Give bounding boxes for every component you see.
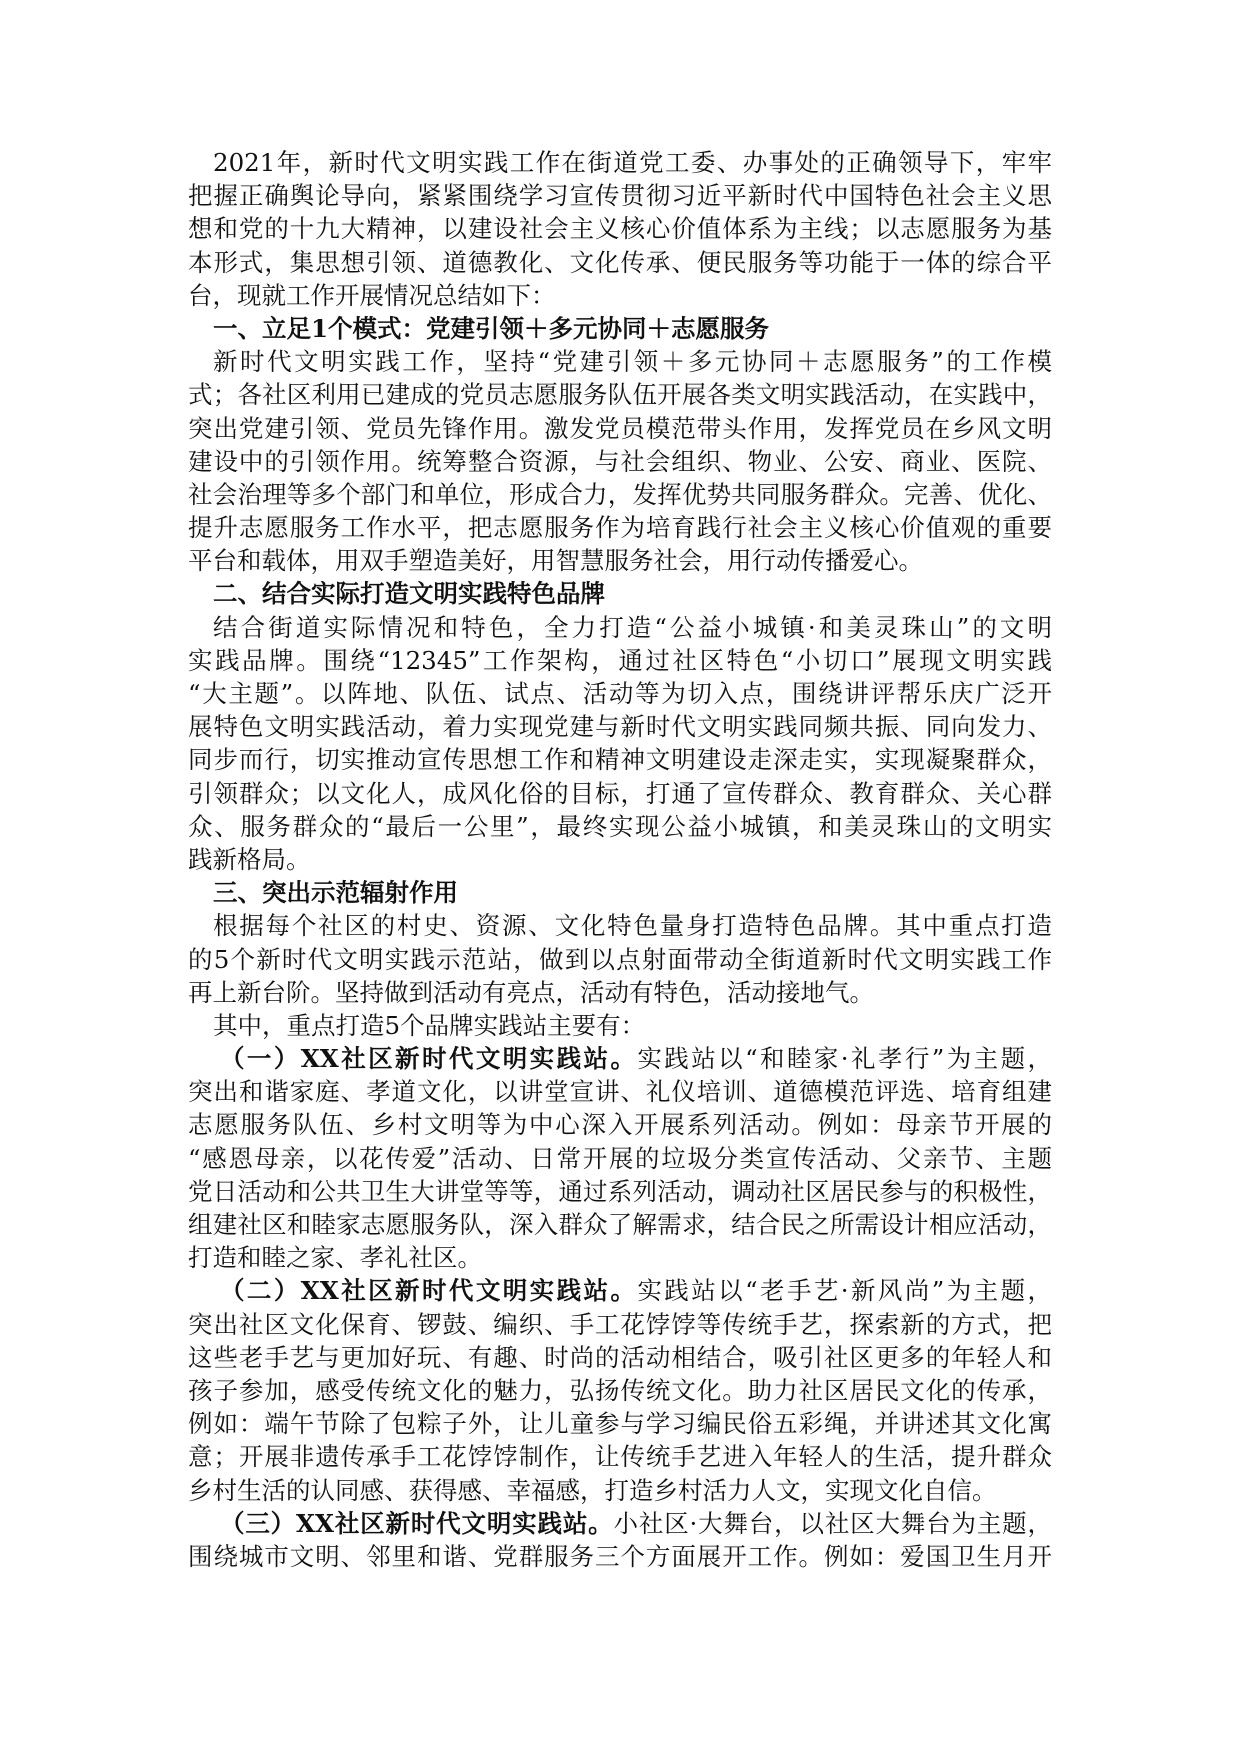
text-line <box>188 1241 1052 1274</box>
text-line <box>188 1374 1052 1407</box>
text-line <box>188 511 1052 544</box>
text-line <box>188 1208 1052 1241</box>
line-text: 突出和谐家庭、孝道文化，以讲堂宣讲、礼仪培训、道德模范评选、培育组建 <box>188 1077 1052 1107</box>
text-line <box>188 312 1052 345</box>
line-text: 引领群众；以文化人，成风化俗的目标，打通了宣传群众、教育群众、关心群 <box>188 778 1052 808</box>
text-line <box>188 1474 1052 1507</box>
text-line <box>188 1075 1052 1108</box>
text-line <box>188 1341 1052 1374</box>
text-line <box>188 976 1052 1009</box>
text-line <box>188 246 1052 279</box>
section-heading <box>188 876 1052 909</box>
line-text: 结合街道实际情况和特色，全力打造“公益小城镇·和美灵珠山”的文明 <box>213 612 1052 642</box>
line-text: 实践站以“老手艺·新风尚”为主题， <box>637 1276 1052 1306</box>
line-text: 孩子参加，感受传统文化的魅力，弘扬传统文化。助力社区居民文化的传承， <box>188 1375 1052 1405</box>
body-paragraph <box>188 1009 1052 1042</box>
text-line <box>188 1507 1052 1540</box>
document-page <box>188 146 1052 1573</box>
text-line <box>188 909 1052 942</box>
text-line <box>188 1142 1052 1175</box>
line-text: 根据每个社区的村史、资源、文化特色量身打造特色品牌。其中重点打造 <box>213 911 1052 941</box>
line-text: 想和党的十九大精神，以建设社会主义核心价值体系为主线；以志愿服务为基 <box>188 214 1052 244</box>
text-line <box>188 1009 1052 1042</box>
line-text: 践新格局。 <box>188 844 311 874</box>
text-line <box>188 611 1052 644</box>
station-title: （三）XX社区新时代文明实践站。 <box>220 1508 614 1538</box>
text-line <box>188 478 1052 511</box>
line-text: 的5个新时代文明实践示范站，做到以点射面带动全街道新时代文明实践工作 <box>188 944 1052 974</box>
text-line <box>188 1108 1052 1141</box>
text-line <box>188 544 1052 577</box>
line-text: 实践站以“和睦家·礼孝行”为主题， <box>637 1044 1052 1074</box>
line-text: 展特色文明实践活动，着力实现党建与新时代文明实践同频共振、同向发力、 <box>188 712 1052 742</box>
station-title: （二）XX社区新时代文明实践站。 <box>220 1276 638 1306</box>
line-text: 众、服务群众的“最后一公里”，最终实现公益小城镇，和美灵珠山的文明实 <box>188 811 1052 841</box>
line-text: 围绕城市文明、邻里和谐、党群服务三个方面展开工作。例如：爱国卫生月开 <box>188 1541 1052 1571</box>
text-line <box>188 943 1052 976</box>
line-text: 平台和载体，用双手塑造美好，用智慧服务社会，用行动传播爱心。 <box>188 546 923 576</box>
line-text: 其中，重点打造5个品牌实践站主要有： <box>213 1010 646 1040</box>
text-line <box>188 445 1052 478</box>
text-line <box>188 412 1052 445</box>
line-text: 党日活动和公共卫生大讲堂等等，通过系列活动，调动社区居民参与的积极性， <box>188 1176 1052 1206</box>
line-text: 提升志愿服务工作水平，把志愿服务作为培育践行社会主义核心价值观的重要 <box>188 513 1052 543</box>
text-line <box>188 644 1052 677</box>
heading-text: 三、突出示范辐射作用 <box>213 878 458 908</box>
line-text: 台，现就工作开展情况总结如下： <box>188 280 556 310</box>
text-line <box>188 677 1052 710</box>
text-line <box>188 1407 1052 1440</box>
station-paragraph <box>188 1042 1052 1274</box>
heading-text: 二、结合实际打造文明实践特色品牌 <box>213 579 605 609</box>
text-line <box>188 777 1052 810</box>
text-line <box>188 179 1052 212</box>
body-paragraph <box>188 909 1052 1009</box>
text-line <box>188 1274 1052 1307</box>
body-paragraph <box>188 146 1052 312</box>
line-text: 志愿服务队伍、乡村文明等为中心深入开展系列活动。例如：母亲节开展的 <box>188 1110 1052 1140</box>
text-line <box>188 577 1052 610</box>
line-text: “感恩母亲，以花传爱”活动、日常开展的垃圾分类宣传活动、父亲节、主题 <box>188 1143 1052 1173</box>
body-paragraph <box>188 345 1052 577</box>
section-heading <box>188 577 1052 610</box>
text-line <box>188 279 1052 312</box>
text-line <box>188 1308 1052 1341</box>
text-line <box>188 1175 1052 1208</box>
line-text: 意；开展非遗传承手工花饽饽制作，让传统手艺进入年轻人的生活，提升群众 <box>188 1442 1052 1472</box>
text-line <box>188 1042 1052 1075</box>
line-text: 小社区·大舞台，以社区大舞台为主题， <box>613 1508 1052 1538</box>
text-line <box>188 710 1052 743</box>
line-text: 2021年，新时代文明实践工作在街道党工委、办事处的正确领导下，牢牢 <box>213 148 1052 177</box>
body-paragraph <box>188 611 1052 877</box>
station-paragraph <box>188 1507 1052 1573</box>
line-text: 实践品牌。围绕“12345”工作架构，通过社区特色“小切口”展现文明实践 <box>188 645 1052 675</box>
line-text: 同步而行，切实推动宣传思想工作和精神文明建设走深走实，实现凝聚群众， <box>188 745 1052 775</box>
line-text: 式；各社区利用已建成的党员志愿服务队伍开展各类文明实践活动，在实践中， <box>188 380 1052 410</box>
line-text: 突出社区文化保育、锣鼓、编织、手工花饽饽等传统手艺，探索新的方式，把 <box>188 1309 1052 1339</box>
line-text: 建设中的引领作用。统筹整合资源，与社会组织、物业、公安、商业、医院、 <box>188 446 1052 476</box>
text-line <box>188 345 1052 378</box>
text-line <box>188 876 1052 909</box>
line-text: 这些老手艺与更加好玩、有趣、时尚的活动相结合，吸引社区更多的年轻人和 <box>188 1342 1052 1372</box>
line-text: “大主题”。以阵地、队伍、试点、活动等为切入点，围绕讲评帮乐庆广泛开 <box>188 679 1052 708</box>
line-text: 再上新台阶。坚持做到活动有亮点，活动有特色，活动接地气。 <box>188 977 874 1007</box>
line-text: 新时代文明实践工作，坚持“党建引领＋多元协同＋志愿服务”的工作模 <box>213 347 1052 377</box>
text-line <box>188 743 1052 776</box>
text-line <box>188 378 1052 411</box>
line-text: 把握正确舆论导向，紧紧围绕学习宣传贯彻习近平新时代中国特色社会主义思 <box>188 181 1052 211</box>
text-line <box>188 810 1052 843</box>
station-paragraph <box>188 1274 1052 1506</box>
text-line <box>188 843 1052 876</box>
line-text: 例如：端午节除了包粽子外，让儿童参与学习编民俗五彩绳，并讲述其文化寓 <box>188 1409 1052 1439</box>
station-title: （一）XX社区新时代文明实践站。 <box>220 1044 638 1074</box>
line-text: 组建社区和睦家志愿服务队，深入群众了解需求，结合民之所需设计相应活动， <box>188 1210 1052 1239</box>
line-text: 突出党建引领、党员先锋作用。激发党员模范带头作用，发挥党员在乡风文明 <box>188 413 1052 443</box>
text-line <box>188 1540 1052 1573</box>
section-heading <box>188 312 1052 345</box>
line-text: 打造和睦之家、孝礼社区。 <box>188 1243 482 1273</box>
line-text: 乡村生活的认同感、获得感、幸福感，打造乡村活力人文，实现文化自信。 <box>188 1475 997 1505</box>
heading-text: 一、立足1个模式：党建引领＋多元协同＋志愿服务 <box>213 313 770 343</box>
text-line <box>188 212 1052 245</box>
text-line <box>188 146 1052 179</box>
line-text: 社会治理等多个部门和单位，形成合力，发挥优势共同服务群众。完善、优化、 <box>188 479 1052 509</box>
text-line <box>188 1440 1052 1473</box>
line-text: 本形式，集思想引领、道德教化、文化传承、便民服务等功能于一体的综合平 <box>188 247 1052 277</box>
